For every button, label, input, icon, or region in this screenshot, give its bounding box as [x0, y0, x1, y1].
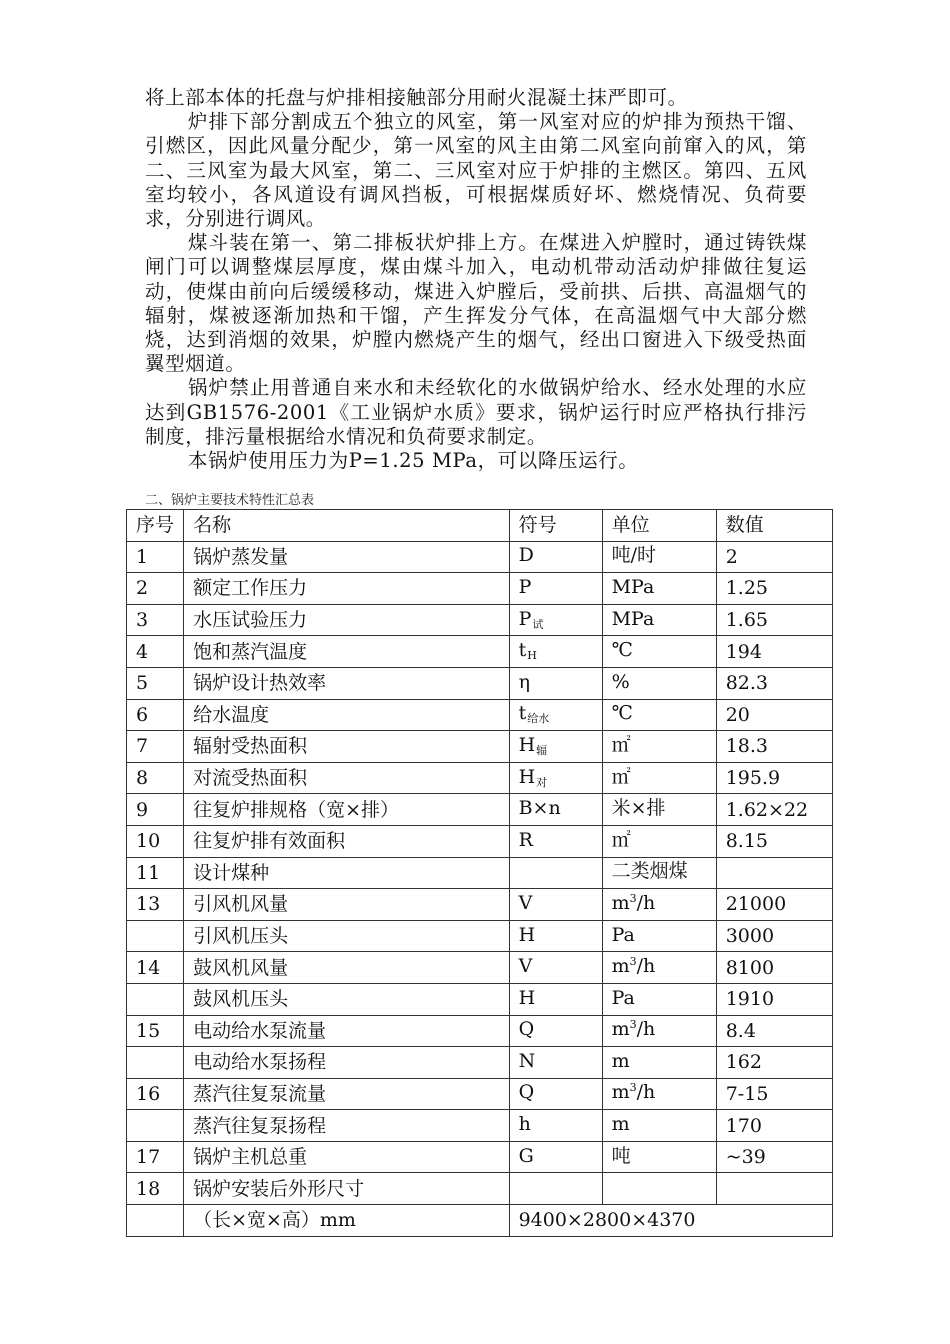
header-value: 数值	[716, 510, 832, 542]
unit-text: ℃	[611, 702, 633, 725]
unit-superscript: 3	[629, 1081, 637, 1095]
unit-text: MPa	[611, 575, 655, 598]
cell-symbol	[509, 1078, 602, 1110]
unit-text: 吨	[611, 1144, 631, 1167]
cell-no: 16	[127, 1078, 184, 1110]
unit-text: Pa	[611, 986, 635, 1009]
cell-value: 3000	[716, 920, 832, 952]
unit-text: 米×排	[611, 797, 666, 820]
table-row	[127, 825, 833, 857]
table-row	[127, 667, 833, 699]
table-row	[127, 952, 833, 984]
cell-value: ~39	[716, 1141, 832, 1173]
cell-symbol	[509, 1173, 602, 1205]
cell-unit	[602, 1078, 716, 1110]
cell-unit	[602, 1110, 716, 1142]
cell-name: 锅炉安装后外形尺寸	[184, 1173, 510, 1205]
cell-dimensions: 9400×2800×4370	[509, 1205, 832, 1237]
table-row	[127, 1110, 833, 1142]
cell-value: 170	[716, 1110, 832, 1142]
table-row	[127, 731, 833, 763]
table-row	[127, 1078, 833, 1110]
cell-no: 14	[127, 952, 184, 984]
unit-superscript: 3	[629, 891, 637, 905]
unit-text: m	[611, 1113, 630, 1136]
body-text	[145, 86, 807, 473]
unit-tail: /h	[636, 891, 656, 914]
cell-value: 1910	[716, 983, 832, 1015]
symbol-text: H	[518, 765, 536, 788]
header-no: 序号	[127, 510, 184, 542]
table-row	[127, 636, 833, 668]
unit-text: m	[611, 1081, 630, 1104]
cell-symbol	[509, 794, 602, 826]
header-symbol: 符号	[509, 510, 602, 542]
cell-symbol	[509, 604, 602, 636]
symbol-text: B×n	[518, 797, 561, 820]
cell-no: 8	[127, 762, 184, 794]
cell-no: 6	[127, 699, 184, 731]
cell-value: 18.3	[716, 731, 832, 763]
cell-value: 1.25	[716, 573, 832, 605]
cell-unit	[602, 889, 716, 921]
symbol-text: H	[518, 923, 536, 946]
cell-symbol	[509, 699, 602, 731]
table-row	[127, 541, 833, 573]
cell-no	[127, 920, 184, 952]
unit-tail: /h	[636, 1018, 656, 1041]
cell-value: 7-15	[716, 1078, 832, 1110]
cell-name: （长×宽×高）mm	[184, 1205, 510, 1237]
cell-no: 2	[127, 573, 184, 605]
cell-unit	[602, 699, 716, 731]
cell-symbol	[509, 1015, 602, 1047]
cell-name: 电动给水泵流量	[184, 1015, 510, 1047]
cell-symbol	[509, 983, 602, 1015]
unit-text: m	[611, 955, 630, 978]
cell-unit	[602, 573, 716, 605]
symbol-text: D	[518, 544, 534, 567]
paragraph-1: 将上部本体的托盘与炉排相接触部分用耐火混凝土抹严即可。	[145, 86, 688, 109]
paragraph-3: 煤斗装在第一、第二排板状炉排上方。在煤进入炉膛时，通过铸铁煤闸门可以调整煤层厚度，煤由煤斗加入，电动机带动活动炉排做往复运动，使煤由前向后缓缓移动，煤进入炉膛后，受前拱、后拱、高温烟气的辐射，煤被逐渐加热和干馏，产生挥发分气体，在高温烟气中大部分燃烧，达到消烟的效果，炉膛内燃烧产生的烟气，经出口窗进入下级受热面翼型烟道。	[145, 231, 807, 376]
unit-text: ㎡	[611, 733, 631, 756]
cell-unit	[602, 920, 716, 952]
cell-value: 20	[716, 699, 832, 731]
table-row	[127, 983, 833, 1015]
cell-no: 17	[127, 1141, 184, 1173]
paragraph-5: 本锅炉使用压力为P=1.25 MPa，可以降压运行。	[187, 449, 639, 473]
unit-superscript: 3	[629, 955, 637, 969]
cell-value: 1.62×22	[716, 794, 832, 826]
table-row	[127, 1015, 833, 1047]
cell-no: 5	[127, 667, 184, 699]
cell-unit	[602, 952, 716, 984]
cell-value	[716, 857, 832, 889]
cell-value: 162	[716, 1047, 832, 1079]
cell-unit	[602, 1173, 716, 1205]
unit-tail: /h	[636, 955, 656, 978]
table-row	[127, 762, 833, 794]
cell-unit	[602, 762, 716, 794]
symbol-text: P	[518, 575, 532, 598]
symbol-subscript: H	[527, 649, 537, 663]
unit-text: ㎡	[611, 765, 631, 788]
cell-unit	[602, 636, 716, 668]
section-title: 二、锅炉主要技术特性汇总表	[145, 493, 315, 508]
table-row	[127, 573, 833, 605]
cell-unit	[602, 1015, 716, 1047]
cell-unit	[602, 983, 716, 1015]
symbol-text: V	[518, 891, 533, 914]
cell-no: 4	[127, 636, 184, 668]
cell-value	[716, 1173, 832, 1205]
paragraph-2: 炉排下部分割成五个独立的风室，第一风室对应的炉排为预热干馏、引燃区，因此风量分配少，第一风室的风主由第二风室向前窜入的风，第二、三风室为最大风室，第二、三风室对应于炉排的主燃区。第四、五风室均较小，各风道设有调风挡板，可根据煤质好坏、燃烧情况、负荷要求，分别进行调风。	[145, 110, 807, 231]
symbol-text: h	[518, 1113, 531, 1136]
symbol-text: H	[518, 733, 536, 756]
symbol-text: V	[518, 955, 533, 978]
unit-text: ㎡	[611, 828, 631, 851]
cell-unit	[602, 667, 716, 699]
unit-text: Pa	[611, 923, 635, 946]
table-row	[127, 1205, 833, 1237]
cell-no: 3	[127, 604, 184, 636]
cell-value: 195.9	[716, 762, 832, 794]
unit-text: 二类烟煤	[611, 860, 688, 883]
cell-name: 水压试验压力	[184, 604, 510, 636]
table-row	[127, 857, 833, 889]
cell-value: 194	[716, 636, 832, 668]
unit-text: %	[611, 670, 630, 693]
cell-value: 21000	[716, 889, 832, 921]
cell-name: 蒸汽往复泵流量	[184, 1078, 510, 1110]
cell-unit	[602, 541, 716, 573]
cell-no: 9	[127, 794, 184, 826]
cell-symbol	[509, 920, 602, 952]
symbol-subscript: 辐	[536, 743, 548, 757]
cell-no	[127, 983, 184, 1015]
cell-unit	[602, 604, 716, 636]
cell-name: 鼓风机压头	[184, 983, 510, 1015]
cell-value: 8.4	[716, 1015, 832, 1047]
cell-name: 设计煤种	[184, 857, 510, 889]
header-name: 名称	[184, 510, 510, 542]
cell-symbol	[509, 825, 602, 857]
cell-value: 2	[716, 541, 832, 573]
cell-no: 18	[127, 1173, 184, 1205]
header-unit: 单位	[602, 510, 716, 542]
unit-text: m	[611, 1018, 630, 1041]
cell-no: 7	[127, 731, 184, 763]
cell-name: 电动给水泵扬程	[184, 1047, 510, 1079]
cell-symbol	[509, 573, 602, 605]
table-row	[127, 1173, 833, 1205]
cell-unit	[602, 731, 716, 763]
cell-name: 额定工作压力	[184, 573, 510, 605]
cell-symbol	[509, 541, 602, 573]
symbol-subscript: 试	[532, 617, 544, 631]
unit-text: 吨/时	[611, 544, 656, 567]
symbol-text: η	[518, 670, 530, 693]
cell-no	[127, 1205, 184, 1237]
symbol-text: R	[518, 828, 533, 851]
cell-symbol	[509, 952, 602, 984]
cell-name: 锅炉设计热效率	[184, 667, 510, 699]
symbol-text: P	[518, 607, 532, 630]
unit-text: m	[611, 1049, 630, 1072]
table-row	[127, 794, 833, 826]
symbol-subscript: 对	[536, 775, 548, 789]
cell-symbol	[509, 1047, 602, 1079]
symbol-text: G	[518, 1144, 534, 1167]
cell-unit	[602, 825, 716, 857]
table-row	[127, 889, 833, 921]
unit-text: ℃	[611, 639, 633, 662]
cell-symbol	[509, 762, 602, 794]
cell-symbol	[509, 636, 602, 668]
cell-no: 11	[127, 857, 184, 889]
cell-unit	[602, 794, 716, 826]
symbol-text: t	[518, 639, 527, 662]
cell-no	[127, 1047, 184, 1079]
symbol-text: t	[518, 702, 527, 725]
unit-tail: /h	[636, 1081, 656, 1104]
symbol-subscript: 给水	[527, 712, 550, 726]
cell-symbol	[509, 1141, 602, 1173]
symbol-text: Q	[518, 1018, 535, 1041]
symbol-text: Q	[518, 1081, 535, 1104]
cell-name: 蒸汽往复泵扬程	[184, 1110, 510, 1142]
cell-name: 饱和蒸汽温度	[184, 636, 510, 668]
cell-no: 10	[127, 825, 184, 857]
cell-value: 8100	[716, 952, 832, 984]
cell-value: 1.65	[716, 604, 832, 636]
cell-unit	[602, 857, 716, 889]
cell-symbol	[509, 731, 602, 763]
table-header-row	[127, 510, 833, 542]
cell-symbol	[509, 889, 602, 921]
cell-name: 引风机风量	[184, 889, 510, 921]
symbol-text: H	[518, 986, 536, 1009]
cell-name: 锅炉蒸发量	[184, 541, 510, 573]
cell-value: 82.3	[716, 667, 832, 699]
cell-symbol	[509, 1110, 602, 1142]
cell-name: 鼓风机风量	[184, 952, 510, 984]
cell-unit	[602, 1141, 716, 1173]
cell-no: 13	[127, 889, 184, 921]
cell-symbol	[509, 667, 602, 699]
table-row	[127, 1047, 833, 1079]
paragraph-4: 锅炉禁止用普通自来水和未经软化的水做锅炉给水、经水处理的水应达到GB1576-2001《工业锅炉水质》要求，锅炉运行时应严格执行排污制度，排污量根据给水情况和负荷要求制定。	[145, 376, 807, 448]
symbol-text: N	[518, 1049, 536, 1072]
cell-name: 给水温度	[184, 699, 510, 731]
cell-value: 8.15	[716, 825, 832, 857]
table-row	[127, 1141, 833, 1173]
cell-name: 引风机压头	[184, 920, 510, 952]
unit-superscript: 3	[629, 1018, 637, 1032]
cell-name: 往复炉排有效面积	[184, 825, 510, 857]
cell-no: 15	[127, 1015, 184, 1047]
cell-no: 1	[127, 541, 184, 573]
cell-symbol	[509, 857, 602, 889]
table-row	[127, 699, 833, 731]
spec-table	[126, 509, 833, 1237]
table-row	[127, 604, 833, 636]
cell-name: 对流受热面积	[184, 762, 510, 794]
cell-name: 往复炉排规格（宽×排）	[184, 794, 510, 826]
cell-name: 锅炉主机总重	[184, 1141, 510, 1173]
cell-no	[127, 1110, 184, 1142]
unit-text: MPa	[611, 607, 655, 630]
table-row	[127, 920, 833, 952]
unit-text: m	[611, 891, 630, 914]
cell-name: 辐射受热面积	[184, 731, 510, 763]
cell-unit	[602, 1047, 716, 1079]
